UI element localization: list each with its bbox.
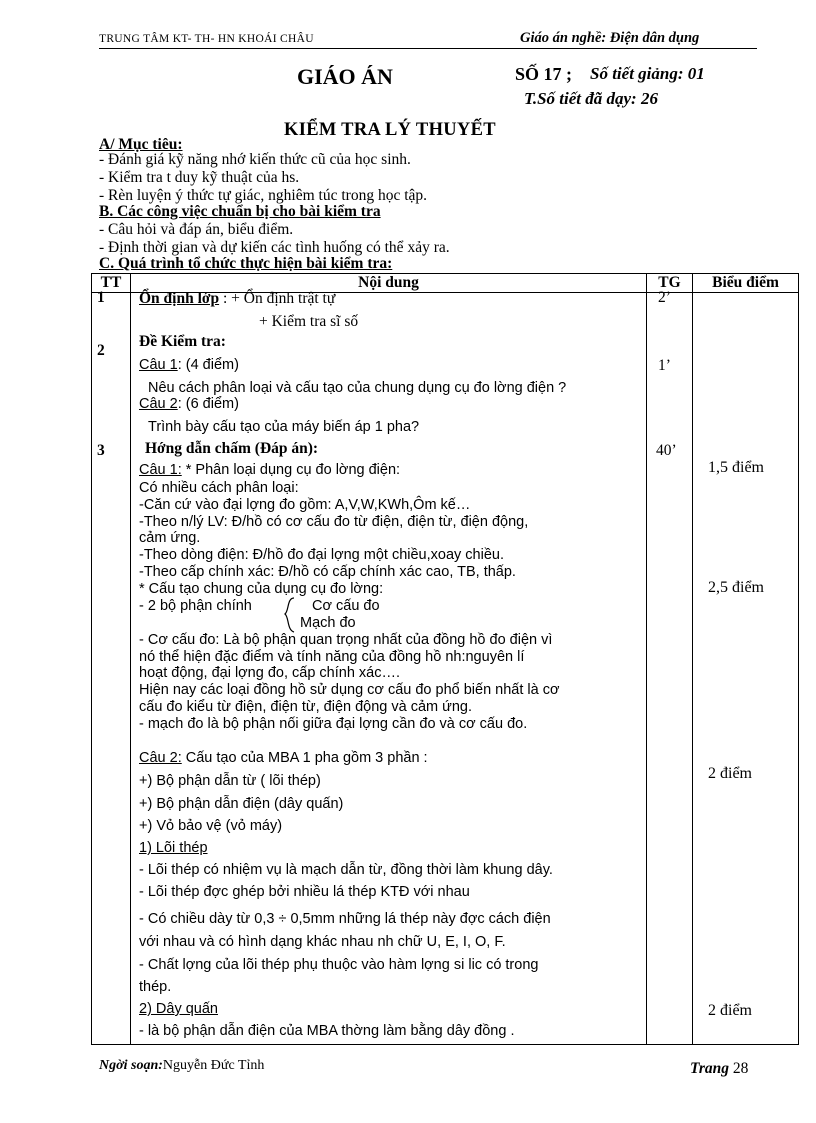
- part-item: Cơ cấu đo: [312, 598, 380, 614]
- row-number: 3: [97, 442, 105, 459]
- answer-heading: Hớng dẫn chấm (Đáp án):: [145, 440, 319, 457]
- score-value: 1,5 điểm: [708, 459, 764, 476]
- objective-item: - Đánh giá kỹ năng nhớ kiến thức cũ của học sinh.: [99, 151, 411, 168]
- section-c-heading: C. Quá trình tổ chức thực hiện bài kiểm tra:: [99, 255, 393, 272]
- prep-item: - Câu hỏi và đáp án, biểu điểm.: [99, 221, 294, 238]
- question-label: Câu 2: [139, 396, 178, 412]
- answer-label: Câu 1:: [139, 462, 182, 478]
- answer-label: Câu 2:: [139, 750, 182, 766]
- score-value: 2,5 điểm: [708, 579, 764, 596]
- answer-line: +) Bộ phận dẫn từ ( lõi thép): [139, 773, 321, 789]
- answer-line: Có nhiều cách phân loại:: [139, 480, 299, 496]
- class-setup-text: + Kiểm tra sĩ số: [259, 313, 359, 330]
- col-header-tt: TT: [92, 274, 131, 293]
- answer-line: cấu đo kiểu từ điện, điện từ, điện động và cảm ứng.: [139, 699, 473, 715]
- header-rule: [99, 48, 757, 49]
- winding-heading: 2) Dây quấn: [139, 1001, 218, 1017]
- author-name: Nguyễn Đức Tỉnh: [162, 1058, 265, 1073]
- answer-line: với nhau và có hình dạng khác nhau nh chữ U, E, I, O, F.: [139, 934, 506, 950]
- section-a-heading: A/ Mục tiêu:: [99, 136, 183, 153]
- score-cell: [693, 293, 799, 1045]
- answer-line: thép.: [139, 979, 172, 995]
- exam-heading: Đề Kiểm tra:: [139, 333, 226, 350]
- answer-line: Hiện nay các loại đồng hồ sử dụng cơ cấu đo phổ biến nhất là cơ: [139, 682, 560, 698]
- author-label: Ngời soạn:: [99, 1058, 163, 1073]
- school-name: TRUNG TÂM KT- TH- HN KHOÁI CHÂU: [99, 33, 314, 45]
- answer-title: * Phân loại dụng cụ đo lờng điện:: [181, 462, 401, 478]
- curly-brace-icon: [282, 596, 296, 634]
- class-setup-text: : + Ổn định trật tự: [219, 290, 336, 307]
- answer-line: -Theo dòng điện: Đ/hồ đo đại lợng một chiều,xoay chiều.: [139, 547, 504, 563]
- part-item: Mạch đo: [300, 615, 356, 631]
- prep-item: - Định thời gian và dự kiến các tình huống có thể xảy ra.: [99, 239, 450, 256]
- section-b-heading: B. Các công việc chuẩn bị cho bài kiểm tra: [99, 203, 381, 220]
- col-header-time: TG: [647, 274, 693, 293]
- question-text: Nêu cách phân loại và cấu tạo của chung dụng cụ đo lờng điện ?: [148, 380, 567, 396]
- page-number: 28: [729, 1060, 749, 1077]
- score-value: 2 điểm: [708, 1002, 752, 1019]
- answer-line: - Lõi thép có nhiệm vụ là mạch dẫn từ, đồng thời làm khung dây.: [139, 862, 553, 878]
- time-value: 40’: [656, 442, 677, 459]
- answer-line: nó thể hiện đặc điểm và tính năng của đồng hồ nh:nguyên lí: [139, 649, 525, 665]
- answer-line: -Theo n/lý LV: Đ/hồ có cơ cấu đo từ điện, điện từ, điện động,: [139, 514, 529, 530]
- answer-line: - là bộ phận dẫn điện của MBA thờng làm bằng dây đồng .: [139, 1023, 515, 1039]
- answer-line: +) Bộ phận dẫn điện (dây quấn): [139, 796, 344, 812]
- answer-line: -Căn cứ vào đại lợng đo gồm: A,V,W,KWh,Ôm kế…: [139, 497, 471, 513]
- answer-line: -Theo cấp chính xác: Đ/hồ có cấp chính xác cao, TB, thấp.: [139, 564, 516, 580]
- row-number: 1: [97, 289, 105, 306]
- answer-line: - Cơ cấu đo: Là bộ phận quan trọng nhất của đồng hồ đo điện vì: [139, 632, 553, 648]
- core-heading: 1) Lõi thép: [139, 840, 208, 856]
- answer-line: - Có chiều dày từ 0,3 ÷ 0,5mm những lá thép này đợc cách điện: [139, 911, 551, 927]
- question-label: Câu 1: [139, 357, 178, 373]
- question-points: : (4 điểm): [177, 357, 239, 373]
- page-subtitle: KIỂM TRA LÝ THUYẾT: [284, 120, 496, 140]
- answer-line: cảm ứng.: [139, 530, 201, 546]
- col-header-score: Biểu điểm: [693, 274, 799, 293]
- page-title: GIÁO ÁN: [297, 64, 393, 89]
- periods-taught: T.Số tiết đã dạy: 26: [524, 89, 658, 108]
- time-cell: [647, 293, 693, 1045]
- row-number: 2: [97, 342, 105, 359]
- lesson-plan-subject: Giáo án nghề: Điện dân dụng: [520, 30, 700, 46]
- time-value: 2’: [658, 289, 671, 306]
- answer-line: +) Vỏ bảo vệ (vỏ máy): [139, 818, 283, 834]
- question-text: Trình bày cấu tạo của máy biến áp 1 pha?: [148, 419, 420, 435]
- lesson-number: SỐ 17 ;: [515, 64, 573, 84]
- class-setup-label: Ổn định lớp: [139, 290, 220, 307]
- answer-line: * Cấu tạo chung của dụng cụ đo lờng:: [139, 581, 384, 597]
- col-header-content: Nội dung: [131, 274, 647, 293]
- periods-count: Số tiết giảng: 01: [590, 64, 705, 83]
- answer-line: - Chất lợng của lõi thép phụ thuộc vào hàm lợng si lic có trong: [139, 957, 539, 973]
- parts-lead: - 2 bộ phận chính: [139, 598, 252, 614]
- answer-line: - mạch đo là bộ phận nối giữa đại lợng cần đo và cơ cấu đo.: [139, 716, 528, 732]
- question-points: : (6 điểm): [177, 396, 239, 412]
- answer-line: - Lõi thép đợc ghép bởi nhiều lá thép KTĐ với nhau: [139, 884, 470, 900]
- tt-cell: [92, 293, 131, 1045]
- answer-title: Cấu tạo của MBA 1 pha gồm 3 phần :: [181, 750, 428, 766]
- time-value: 1’: [658, 357, 671, 374]
- answer-line: hoạt động, đại lợng đo, cấp chính xác….: [139, 665, 401, 681]
- score-value: 2 điểm: [708, 765, 752, 782]
- objective-item: - Kiểm tra t duy kỹ thuật của hs.: [99, 169, 300, 186]
- objective-item: - Rèn luyện ý thức tự giác, nghiêm túc trong học tập.: [99, 187, 428, 204]
- page-label: Trang: [690, 1060, 730, 1077]
